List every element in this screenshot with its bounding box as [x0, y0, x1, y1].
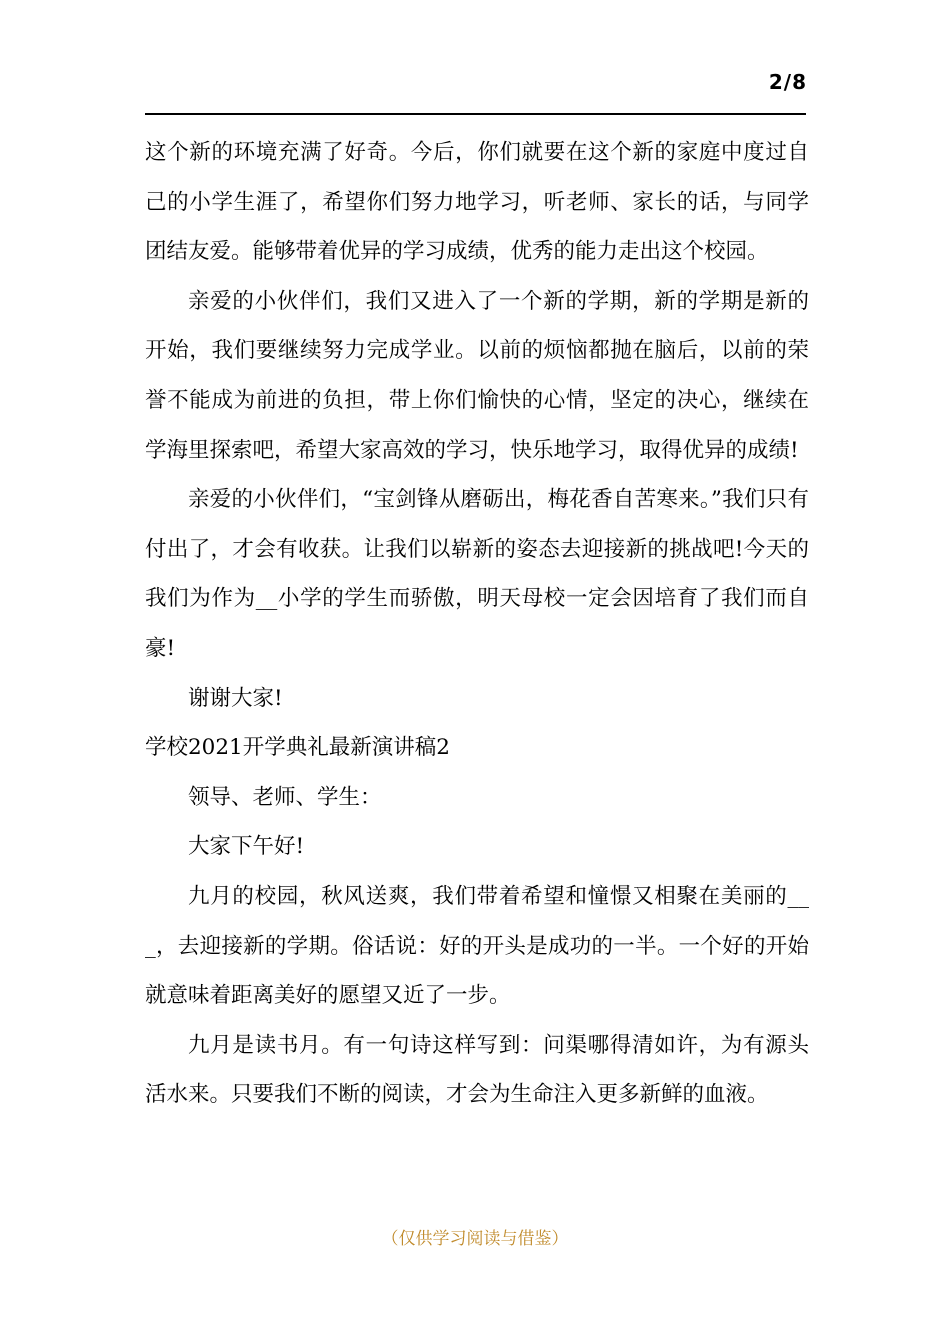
paragraph: 亲爱的小伙伴们，我们又进入了一个新的学期，新的学期是新的开始，我们要继续努力完成学业。以前的烦恼都抛在脑后，以前的荣誉不能成为前进的负担，带上你们愉快的心情，坚定的决心，继续在学海里探索吧，希望大家高效的学习，快乐地学习，取得优异的成绩! [145, 288, 809, 463]
paragraph: 亲爱的小伙伴们，“宝剑锋从磨砺出，梅花香自苦寒来。”我们只有付出了，才会有收获。让我们以崭新的姿态去迎接新的挑战吧!今天的我们为作为__小学的学生而骄傲，明天母校一定会因培育了我们而自豪! [145, 487, 809, 661]
closing-line: 谢谢大家! [188, 685, 283, 711]
paragraph: 九月的校园，秋风送爽，我们带着希望和憧憬又相聚在美丽的___，去迎接新的学期。俗话说：好的开头是成功的一半。一个好的开始就意味着距离美好的愿望又近了一步。 [145, 883, 809, 1009]
paragraph: 这个新的环境充满了好奇。今后，你们就要在这个新的家庭中度过自己的小学生涯了，希望你们努力地学习，听老师、家长的话，与同学团结友爱。能够带着优异的学习成绩，优秀的能力走出这个校园。 [145, 140, 809, 265]
greeting: 大家下午好! [188, 834, 305, 860]
paragraph: 九月是读书月。有一句诗这样写到：问渠哪得清如许，为有源头活水来。只要我们不断的阅读，才会为生命注入更多新鲜的血液。 [145, 1032, 809, 1108]
document-body [145, 128, 809, 1120]
header-divider [145, 113, 806, 115]
footer-note: （仅供学习阅读与借鉴） [381, 1229, 569, 1249]
section-heading: 学校2021开学典礼最新演讲稿2 [145, 735, 450, 761]
salutation: 领导、老师、学生： [188, 784, 382, 810]
page-number: 2/8 [768, 70, 807, 94]
